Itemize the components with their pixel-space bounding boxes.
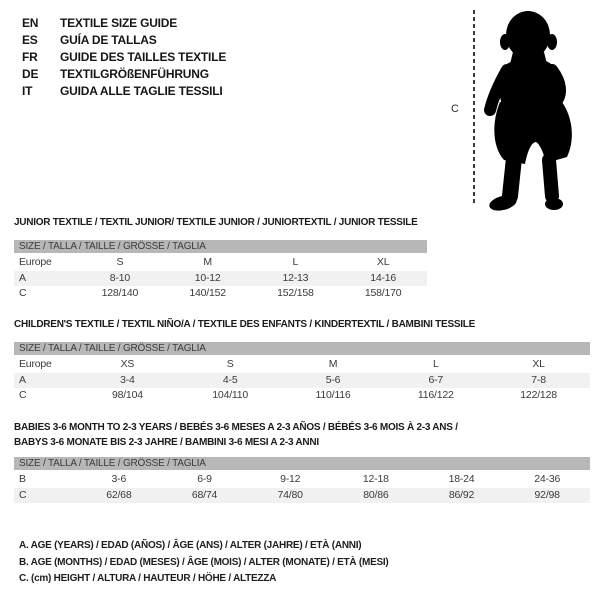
size-cell: 8-10 — [109, 271, 130, 284]
row-label: C — [19, 488, 27, 501]
language-code: DE — [22, 67, 39, 81]
footnote-b: B. AGE (MONTHS) / EDAD (MESES) / ÂGE (MOIS) / ALTER (MONATE) / ETÀ (MESI) — [19, 556, 389, 568]
babies-table-title — [14, 420, 458, 450]
row-label: A — [19, 373, 26, 386]
junior-table — [14, 240, 427, 302]
babies-title-line2: BABYS 3-6 MONATE BIS 2-3 JAHRE / BAMBINI 3-6 MESI A 2-3 ANNI — [14, 437, 319, 448]
height-measure-dashed-line — [473, 10, 475, 205]
row-label: C — [19, 287, 27, 299]
size-cell: 68/74 — [191, 488, 218, 501]
row-label: C — [19, 389, 27, 401]
size-cell: 18-24 — [448, 473, 475, 485]
size-cell: L — [432, 358, 439, 370]
size-cell: 3-4 — [120, 373, 135, 386]
language-title: GUÍA DE TALLAS — [60, 33, 157, 47]
junior-table-title: JUNIOR TEXTILE / TEXTIL JUNIOR/ TEXTILE JUNIOR / JUNIORTEXTIL / JUNIOR TESSILE — [14, 217, 418, 228]
size-cell: 74/80 — [277, 488, 303, 501]
table-row — [14, 286, 427, 302]
size-cell: M — [203, 256, 212, 268]
size-cell: 152/158 — [277, 287, 314, 299]
table-row — [14, 357, 590, 373]
size-cell: 110/116 — [315, 389, 351, 401]
language-row — [22, 49, 226, 66]
babies-title-line1: BABIES 3-6 MONTH TO 2-3 YEARS / BEBÉS 3-6 MESES A 2-3 AÑOS / BÉBÉS 3-6 MOIS À 2-3 ANS / — [14, 422, 458, 433]
footnote-a: A. AGE (YEARS) / EDAD (AÑOS) / ÂGE (ANS) / ALTER (JAHRE) / ETÀ (ANNI) — [19, 540, 362, 551]
size-cell: 116/122 — [417, 389, 454, 401]
size-cell: XL — [532, 358, 545, 370]
table-row — [14, 472, 590, 488]
language-row — [22, 32, 226, 49]
row-label: B — [19, 473, 26, 485]
size-cell: 62/68 — [106, 488, 132, 501]
size-band-header: SIZE / TALLA / TAILLE / GRÖSSE / TAGLIA — [14, 240, 427, 253]
language-code: EN — [22, 16, 39, 30]
size-cell: 12-18 — [362, 473, 389, 485]
language-title: GUIDE DES TAILLES TEXTILE — [60, 50, 227, 64]
size-cell: 7-8 — [531, 373, 546, 386]
size-cell: S — [116, 256, 124, 268]
size-cell: 6-9 — [197, 473, 212, 485]
size-cell: L — [292, 256, 299, 268]
table-row — [14, 388, 590, 404]
table-row — [14, 373, 590, 389]
language-title: TEXTILGRÖßENFÜHRUNG — [60, 67, 209, 81]
language-code: IT — [22, 84, 33, 98]
footnote-list — [19, 538, 389, 588]
babies-table — [14, 457, 590, 503]
size-band-header: SIZE / TALLA / TAILLE / GRÖSSE / TAGLIA — [14, 342, 590, 355]
size-cell: 86/92 — [448, 488, 475, 501]
size-cell: 158/170 — [364, 287, 402, 299]
size-cell: 4-5 — [222, 373, 238, 386]
footnote-c: C. (cm) HEIGHT / ALTURA / HAUTEUR / HÖHE / ALTEZZA — [19, 573, 277, 584]
size-cell: 14-16 — [370, 271, 397, 284]
language-row — [22, 66, 226, 83]
language-title: GUIDA ALLE TAGLIE TESSILI — [60, 84, 223, 98]
table-row — [14, 255, 427, 271]
row-label: A — [19, 271, 26, 284]
size-cell: 24-36 — [534, 473, 561, 485]
language-code: ES — [22, 33, 38, 47]
size-band-header: SIZE / TALLA / TAILLE / GRÖSSE / TAGLIA — [14, 457, 590, 470]
size-cell: 3-6 — [111, 473, 127, 485]
size-cell: 122/128 — [520, 389, 557, 401]
size-cell: M — [328, 358, 338, 370]
size-cell: XL — [376, 256, 390, 268]
children-table-title: CHILDREN'S TEXTILE / TEXTIL NIÑO/A / TEXTILE DES ENFANTS / KINDERTEXTIL / BAMBINI TESSILE — [14, 319, 476, 330]
size-cell: 9-12 — [280, 473, 301, 485]
height-measure-label: C — [451, 103, 459, 115]
toddler-silhouette-icon — [483, 6, 587, 214]
size-cell: XS — [120, 358, 135, 370]
size-cell: 10-12 — [194, 271, 221, 284]
row-label: Europe — [19, 358, 52, 370]
size-cell: 128/140 — [101, 287, 139, 299]
language-row — [22, 15, 226, 32]
table-row — [14, 271, 427, 287]
size-cell: 92/98 — [534, 488, 560, 501]
size-cell: 12-13 — [282, 271, 309, 284]
table-row — [14, 488, 590, 504]
language-row — [22, 83, 226, 100]
size-cell: S — [226, 358, 234, 370]
language-code: FR — [22, 50, 38, 64]
size-cell: 104/110 — [212, 389, 249, 401]
children-table — [14, 342, 590, 404]
language-title-list — [22, 15, 226, 100]
size-cell: 6-7 — [428, 373, 444, 386]
size-cell: 140/152 — [189, 287, 226, 299]
language-title: TEXTILE SIZE GUIDE — [60, 16, 178, 30]
size-cell: 80/86 — [363, 488, 389, 501]
size-cell: 5-6 — [325, 373, 341, 386]
row-label: Europe — [19, 256, 52, 268]
size-cell: 98/104 — [111, 389, 143, 401]
